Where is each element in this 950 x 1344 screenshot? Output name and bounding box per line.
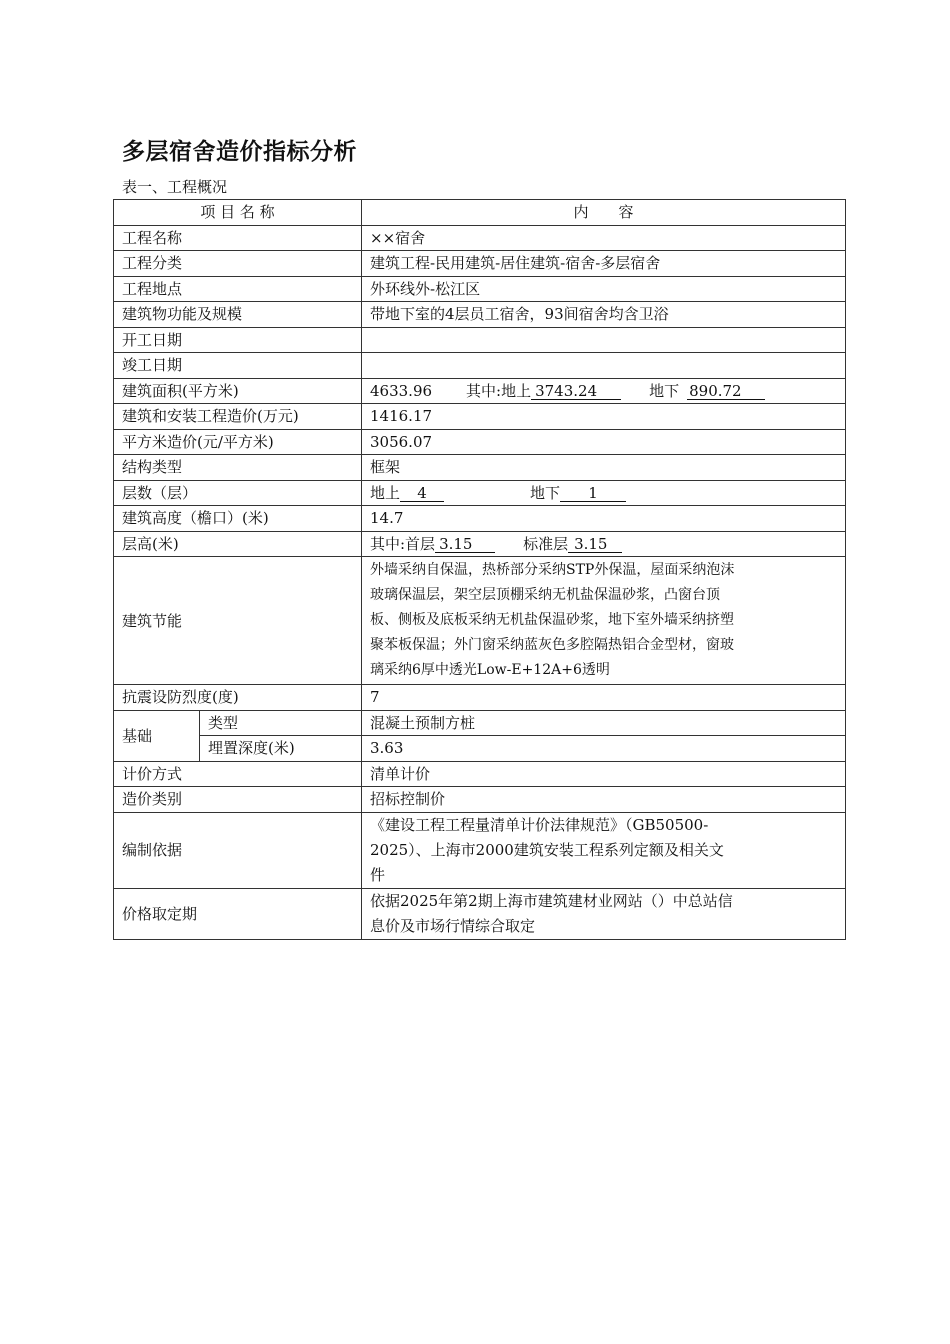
table-row xyxy=(114,404,846,430)
row-label: 抗震设防烈度(度) xyxy=(114,685,362,711)
storey-first: 3.15 xyxy=(435,536,495,553)
table-row xyxy=(114,455,846,481)
table-row xyxy=(114,787,846,813)
row-value xyxy=(362,480,846,506)
table-row xyxy=(114,225,846,251)
sub-label: 埋置深度(米) xyxy=(200,736,362,762)
row-value xyxy=(362,531,846,557)
row-label: 基础 xyxy=(114,710,200,761)
row-value xyxy=(362,557,846,685)
table-row xyxy=(114,251,846,277)
energy-line: 玻璃保温层，架空层顶棚采纳无机盐保温砂浆，凸窗台顶 xyxy=(370,587,720,603)
row-value: 清单计价 xyxy=(362,761,846,787)
row-label: 建筑物功能及规模 xyxy=(114,302,362,328)
table-row xyxy=(114,710,846,736)
row-label: 开工日期 xyxy=(114,327,362,353)
table-row xyxy=(114,736,846,762)
row-value: 带地下室的4层员工宿舍，93间宿舍均含卫浴 xyxy=(362,302,846,328)
table-header-row xyxy=(114,200,846,226)
row-label: 建筑高度（檐口）(米) xyxy=(114,506,362,532)
row-label: 层高(米) xyxy=(114,531,362,557)
row-label: 造价类别 xyxy=(114,787,362,813)
table-row xyxy=(114,429,846,455)
area-above-label: 其中:地上 xyxy=(466,381,532,400)
row-value: 混凝土预制方桩 xyxy=(362,710,846,736)
price-period-line: 息价及市场行情综合取定 xyxy=(370,916,536,935)
row-value: 14.7 xyxy=(362,506,846,532)
row-value xyxy=(362,888,846,939)
row-label: 竣工日期 xyxy=(114,353,362,379)
energy-line: 外墙采纳自保温，热桥部分采纳STP外保温，屋面采纳泡沫 xyxy=(370,562,735,578)
table-row xyxy=(114,327,846,353)
project-overview-table xyxy=(113,199,846,940)
energy-line: 璃采纳6厚中透光Low-E+12A+6透明 xyxy=(370,662,610,678)
floors-above: 4 xyxy=(400,485,444,502)
energy-line: 聚苯板保温；外门窗采纳蓝灰色多腔隔热铝合金型材，窗玻 xyxy=(370,637,734,653)
row-label: 建筑和安装工程造价(万元) xyxy=(114,404,362,430)
floors-below: 1 xyxy=(560,485,626,502)
row-value: 招标控制价 xyxy=(362,787,846,813)
row-label: 工程分类 xyxy=(114,251,362,277)
area-below-label: 地下 xyxy=(649,381,680,400)
row-value: 建筑工程-民用建筑-居住建筑-宿舍-多层宿舍 xyxy=(362,251,846,277)
row-value: 框架 xyxy=(362,455,846,481)
table-row xyxy=(114,761,846,787)
energy-line: 板、侧板及底板采纳无机盐保温砂浆，地下室外墙采纳挤塑 xyxy=(370,612,734,628)
row-label: 建筑节能 xyxy=(114,557,362,685)
floors-above-label: 地上 xyxy=(370,483,401,502)
storey-first-label: 其中:首层 xyxy=(370,534,436,553)
table-row xyxy=(114,302,846,328)
table-caption: 表一、工程概况 xyxy=(122,178,228,196)
table-row xyxy=(114,888,846,939)
row-value: 7 xyxy=(362,685,846,711)
table-row xyxy=(114,506,846,532)
row-label: 工程名称 xyxy=(114,225,362,251)
row-value: 外环线外-松江区 xyxy=(362,276,846,302)
table-row xyxy=(114,353,846,379)
basis-line: 2025）、上海市2000建筑安装工程系列定额及相关文 xyxy=(370,840,724,859)
price-period-line: 依据2025年第2期上海市建筑建材业网站（）中总站信 xyxy=(370,891,733,910)
basis-line: 《建设工程工程量清单计价法律规范》（GB50500- xyxy=(370,815,709,834)
table-row xyxy=(114,276,846,302)
header-content: 内 容 xyxy=(362,200,846,226)
basis-line: 件 xyxy=(370,865,386,884)
row-value: 3.63 xyxy=(362,736,846,762)
row-value: 3056.07 xyxy=(362,429,846,455)
table-row xyxy=(114,685,846,711)
row-label: 建筑面积(平方米) xyxy=(114,378,362,404)
table-row xyxy=(114,378,846,404)
table-row xyxy=(114,480,846,506)
sub-label: 类型 xyxy=(200,710,362,736)
row-value xyxy=(362,327,846,353)
table-row xyxy=(114,531,846,557)
row-value xyxy=(362,378,846,404)
row-label: 价格取定期 xyxy=(114,888,362,939)
table-row xyxy=(114,557,846,685)
storey-std-label: 标准层 xyxy=(523,534,569,553)
row-label: 层数（层） xyxy=(114,480,362,506)
row-label: 工程地点 xyxy=(114,276,362,302)
area-below: 890.72 xyxy=(687,383,765,400)
row-value: 1416.17 xyxy=(362,404,846,430)
row-label: 计价方式 xyxy=(114,761,362,787)
storey-std: 3.15 xyxy=(568,536,622,553)
row-value: ××宿舍 xyxy=(362,225,846,251)
floors-below-label: 地下 xyxy=(530,483,561,502)
row-label: 编制依据 xyxy=(114,812,362,888)
row-value xyxy=(362,812,846,888)
page-title: 多层宿舍造价指标分析 xyxy=(122,139,357,165)
header-item-name: 项 目 名 称 xyxy=(114,200,362,226)
row-label: 平方米造价(元/平方米) xyxy=(114,429,362,455)
row-label: 结构类型 xyxy=(114,455,362,481)
area-total: 4633.96 xyxy=(370,381,433,400)
area-above: 3743.24 xyxy=(531,383,621,400)
table-row xyxy=(114,812,846,888)
row-value xyxy=(362,353,846,379)
